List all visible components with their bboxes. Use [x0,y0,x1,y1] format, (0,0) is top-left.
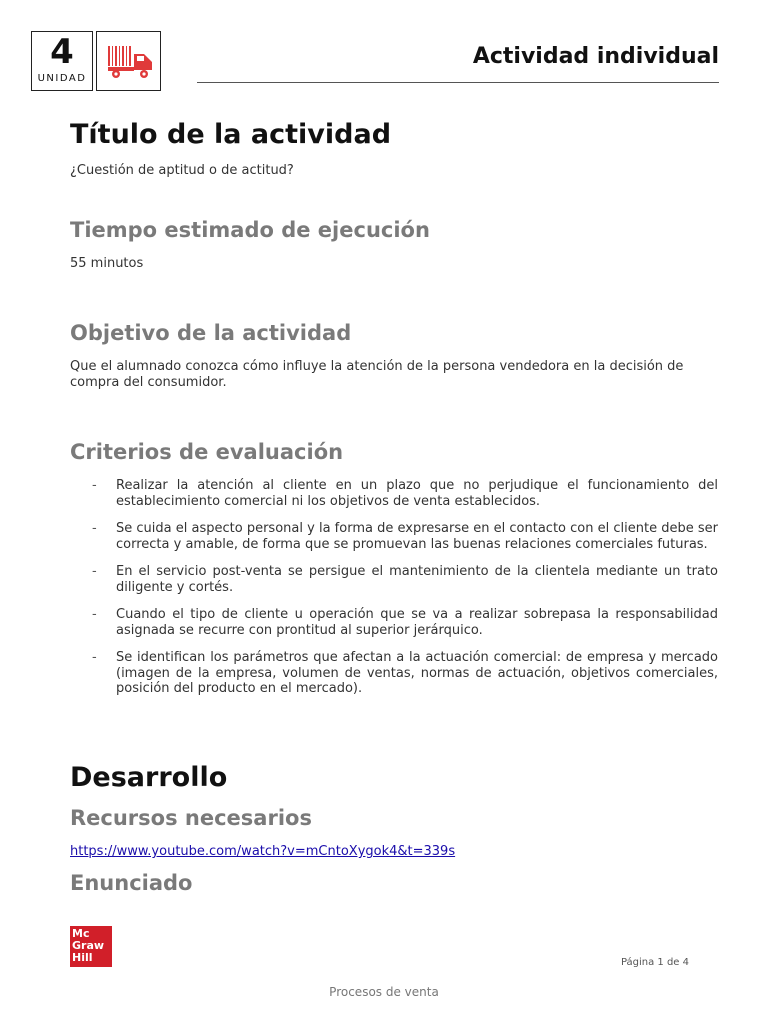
list-dash: - [92,607,97,622]
objective-heading: Objetivo de la actividad [70,321,352,345]
unit-number: 4 [50,32,74,72]
criterion-text: En el servicio post-venta se persigue el mantenimiento de la clientela mediante un trato diligente y cortés. [116,564,718,595]
list-item [70,478,718,509]
activity-title-heading: Título de la actividad [70,119,392,150]
criteria-heading: Criterios de evaluación [70,440,344,464]
youtube-resource-link[interactable]: https://www.youtube.com/watch?v=mCntoXygok4&t=339s [70,844,456,859]
time-text: 55 minutos [70,256,144,271]
time-heading: Tiempo estimado de ejecución [70,218,430,242]
list-item [70,650,718,697]
header-divider [197,82,719,83]
list-dash: - [92,521,97,536]
list-item [70,521,718,552]
unit-badge [31,31,93,91]
truck-barcode-icon [106,44,154,80]
unit-label: UNIDAD [37,73,87,84]
list-item [70,607,718,638]
criterion-text: Se identifican los parámetros que afectan a la actuación comercial: de empresa y mercado (imagen de la empresa, volumen de ventas, normas de actuación, objetivos comerciales, posición del producto en el mercado). [116,650,718,696]
statement-heading: Enunciado [70,871,193,895]
list-dash: - [92,564,97,579]
resources-heading: Recursos necesarios [70,806,312,830]
development-heading: Desarrollo [70,762,228,793]
criterion-text: Cuando el tipo de cliente u operación que se va a realizar sobrepasa la responsabilidad asignada se recurre con prontitud al superior jerárquico. [116,607,718,638]
criterion-text: Realizar la atención al cliente en un plazo que no perjudique el funcionamiento del establecimiento comercial ni los objetivos de venta establecidos. [116,478,718,509]
list-item [70,564,718,595]
publisher-logo: Mc Graw Hill [70,926,112,967]
list-dash: - [92,650,97,665]
unit-icon-box [96,31,161,91]
objective-text: Que el alumnado conozca cómo influye la atención de la persona vendedora en la decisión de compra del consumidor. [70,359,684,390]
list-dash: - [92,478,97,493]
document-type-title: Actividad individual [472,44,719,69]
criterion-text: Se cuida el aspecto personal y la forma de expresarse en el contacto con el cliente debe ser correcta y amable, de forma que se promuevan las buenas relaciones comerciales futuras. [116,521,718,552]
activity-title-text: ¿Cuestión de aptitud o de actitud? [70,163,294,178]
page-number: Página 1 de 4 [620,957,689,968]
criteria-list [70,478,718,709]
footer-subject: Procesos de venta [329,985,439,999]
